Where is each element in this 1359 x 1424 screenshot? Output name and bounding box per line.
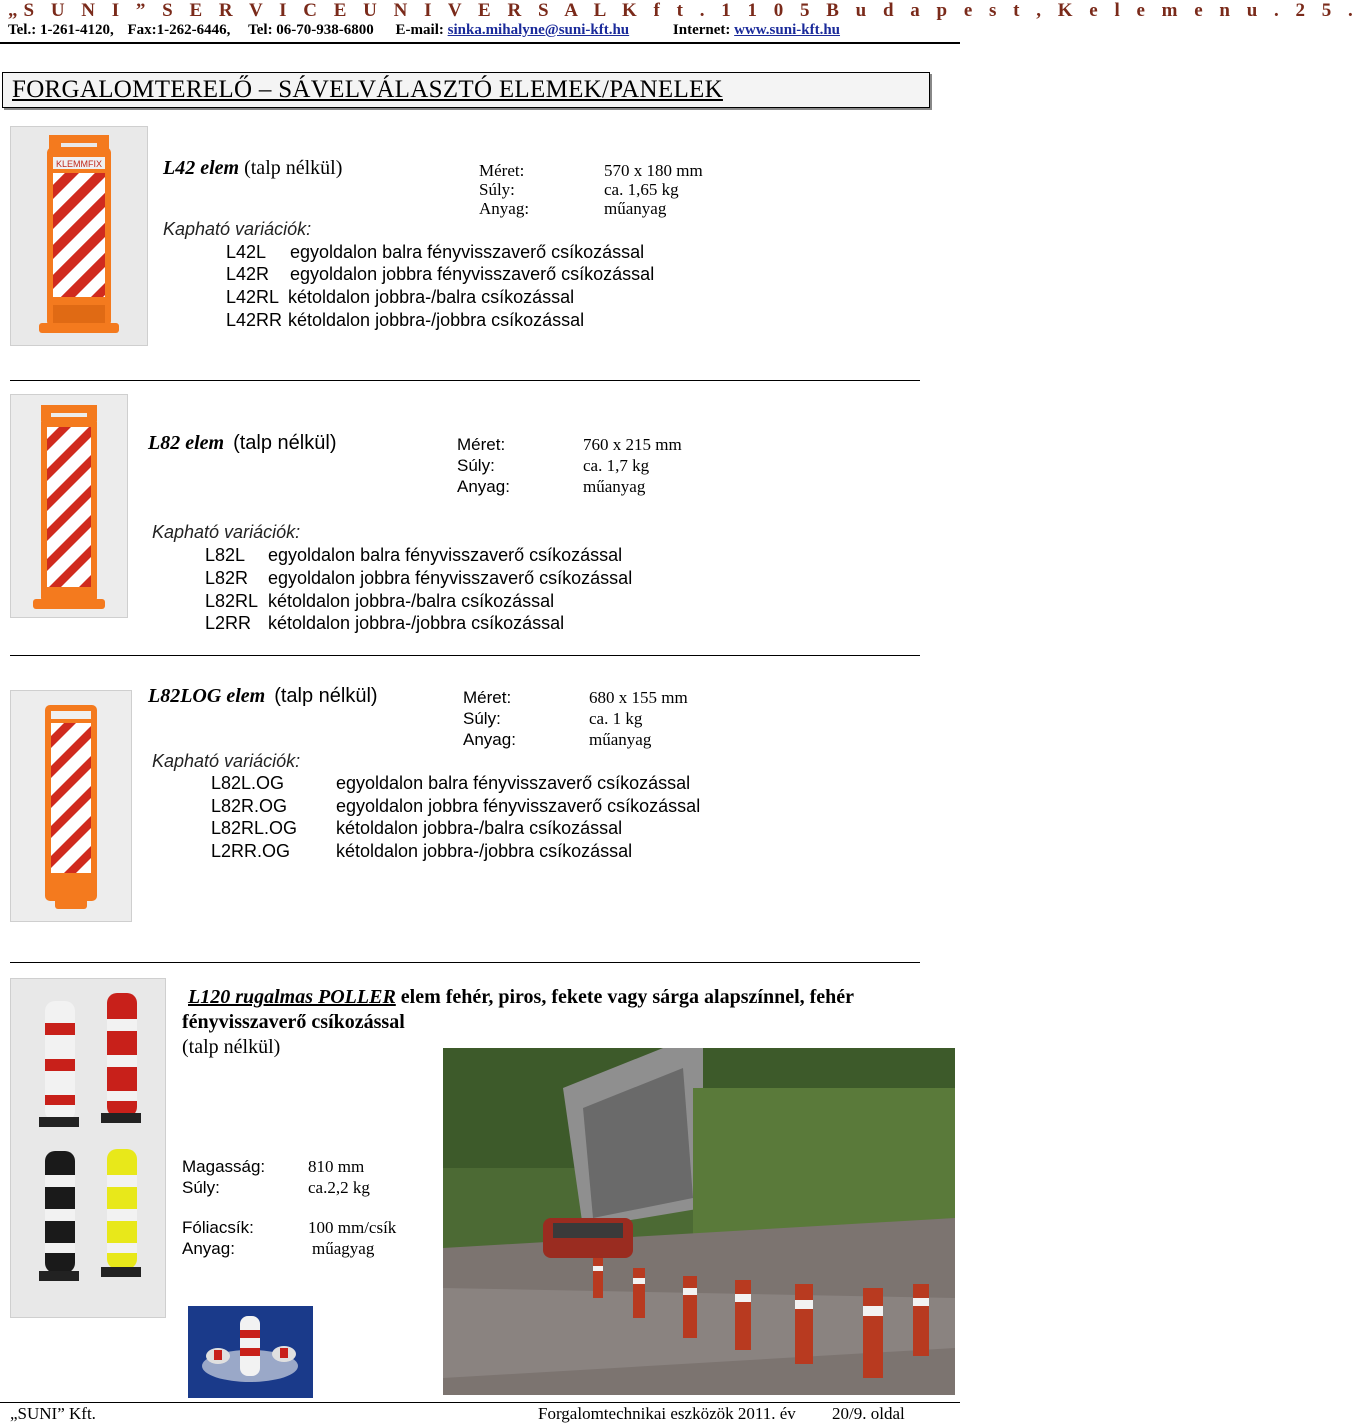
klemmfix-label: KLEMMFIX [55, 159, 103, 169]
l82-spec-key-2: Anyag: [457, 477, 510, 496]
tel2: Tel: 06-70-938-6800 [248, 22, 374, 38]
l42-spec-val-2: műanyag [604, 199, 667, 218]
email-link[interactable]: sinka.mihalyne@suni-kft.hu [447, 22, 630, 38]
footer-page-number: 20/9. oldal [832, 1404, 905, 1423]
section-divider [10, 655, 920, 656]
l82log-product-image [10, 690, 132, 922]
l82-var-code-0: L82L [205, 545, 246, 565]
poller-spec-key-2: Fóliacsík: [182, 1218, 254, 1237]
l82-variations-label: Kapható variációk: [152, 522, 301, 542]
l42-var-code-1: L42R [226, 264, 270, 284]
poller-note: (talp nélkül) [182, 1036, 281, 1058]
product-note: (talp nélkül) [239, 157, 343, 179]
l82-var-code-2: L82RL [205, 591, 259, 611]
l82-spec-val-2: műanyag [583, 477, 646, 496]
l82log-spec-key-2: Anyag: [463, 730, 516, 749]
l82-var-desc-2: kétoldalon jobbra-/balra csíkozással [268, 591, 555, 611]
l82log-var-code-2: L82RL.OG [211, 818, 298, 838]
l82-var-code-1: L82R [205, 568, 249, 588]
poller-flex-photo [188, 1306, 313, 1398]
product-note: (talp nélkül) [274, 685, 378, 707]
poller-spec-val-2: 100 mm/csík [308, 1218, 397, 1237]
l82-spec-val-1: ca. 1,7 kg [583, 456, 650, 475]
l42-var-desc-3: kétoldalon jobbra-/jobbra csíkozással [288, 310, 585, 330]
l42-var-code-0: L42L [226, 242, 267, 262]
l82log-spec-key-0: Méret: [463, 688, 512, 707]
poller-desc1: elem fehér, piros, fekete vagy sárga alapszínnel, fehér [395, 986, 855, 1008]
poller-spec-key-0: Magasság: [182, 1157, 266, 1176]
l42-var-desc-2: kétoldalon jobbra-/balra csíkozással [288, 287, 575, 307]
l82log-var-desc-1: egyoldalon jobbra fényvisszaverő csíkozással [336, 796, 701, 816]
poller-spec-val-3: műagyag [312, 1239, 375, 1258]
l82-var-desc-0: egyoldalon balra fényvisszaverő csíkozással [268, 545, 623, 565]
poller-spec-val-1: ca.2,2 kg [308, 1178, 370, 1197]
l42-var-code-3: L42RR [226, 310, 283, 330]
poller-spec-key-1: Súly: [182, 1178, 220, 1197]
l42-var-desc-1: egyoldalon jobbra fényvisszaverő csíkozással [290, 264, 655, 284]
l42-spec-val-0: 570 x 180 mm [604, 161, 703, 180]
poller-spec-val-0: 810 mm [308, 1157, 365, 1176]
page-title: FORGALOMTERELŐ – SÁVELVÁLASZTÓ ELEMEK/PANELEK [12, 76, 723, 103]
poller-name: L120 rugalmas POLLER [188, 986, 396, 1008]
header-divider [0, 42, 960, 44]
l82log-var-code-1: L82R.OG [211, 796, 288, 816]
poller-road-photo [443, 1048, 955, 1395]
poller-title-line1 [188, 986, 854, 1009]
section-divider [10, 380, 920, 381]
l82log-spec-key-1: Súly: [463, 709, 501, 728]
internet-label: Internet: [672, 22, 735, 38]
footer-title: Forgalomtechnikai eszközök 2011. év [538, 1404, 796, 1423]
poller-product-image [10, 978, 166, 1318]
l82log-variations-label: Kapható variációk: [152, 751, 301, 771]
l82log-var-desc-2: kétoldalon jobbra-/balra csíkozással [336, 818, 623, 838]
l42-spec-key-2: Anyag: [479, 199, 530, 218]
l42-product-image [10, 126, 148, 346]
product-note: (talp nélkül) [233, 432, 337, 454]
l42-spec-val-1: ca. 1,65 kg [604, 180, 679, 199]
footer-divider [0, 1402, 960, 1403]
website-link[interactable]: www.suni-kft.hu [734, 22, 841, 38]
l82log-spec-val-2: műanyag [589, 730, 652, 749]
l82-var-code-3: L2RR [205, 613, 252, 633]
product-name: L82 elem [148, 432, 225, 454]
l42-spec-key-1: Súly: [479, 180, 515, 199]
l82-spec-key-0: Méret: [457, 435, 506, 454]
l82log-var-desc-0: egyoldalon balra fényvisszaverő csíkozással [336, 773, 691, 793]
poller-desc2: fényvisszaverő csíkozással [182, 1011, 405, 1033]
email-label: E-mail: [395, 22, 448, 38]
l82-spec-key-1: Súly: [457, 456, 495, 475]
footer-company: „SUNI” Kft. [10, 1404, 96, 1423]
section-divider [10, 962, 920, 963]
l82-title [148, 432, 336, 455]
l82log-spec-val-1: ca. 1 kg [589, 709, 643, 728]
fax: Fax:1-262-6446, [127, 22, 231, 38]
product-name: L82LOG elem [148, 685, 266, 707]
poller-spec-key-3: Anyag: [182, 1239, 235, 1258]
l82-spec-val-0: 760 x 215 mm [583, 435, 682, 454]
l82-product-image [10, 394, 128, 618]
product-name: L42 elem [163, 157, 240, 179]
l42-var-desc-0: egyoldalon balra fényvisszaverő csíkozással [290, 242, 645, 262]
contact-line [8, 22, 840, 39]
l82log-spec-val-0: 680 x 155 mm [589, 688, 688, 707]
l82-var-desc-3: kétoldalon jobbra-/jobbra csíkozással [268, 613, 565, 633]
l42-variations-label: Kapható variációk: [163, 219, 312, 239]
l82log-var-desc-3: kétoldalon jobbra-/jobbra csíkozással [336, 841, 633, 861]
l42-var-code-2: L42RL [226, 287, 280, 307]
tel: Tel.: 1-261-4120, [8, 22, 114, 38]
l82log-var-code-3: L2RR.OG [211, 841, 291, 861]
l82-var-desc-1: egyoldalon jobbra fényvisszaverő csíkozással [268, 568, 633, 588]
l82log-title [148, 685, 378, 708]
l42-title [163, 157, 342, 180]
l82log-var-code-0: L82L.OG [211, 773, 285, 793]
l42-spec-key-0: Méret: [479, 161, 525, 180]
company-header-line: „S U N I ” S E R V I C E U N I V E R S A L K f t . 1 1 0 5 B u d a p e s t , K e l e m e n u . 2 5 . [8, 0, 1359, 21]
